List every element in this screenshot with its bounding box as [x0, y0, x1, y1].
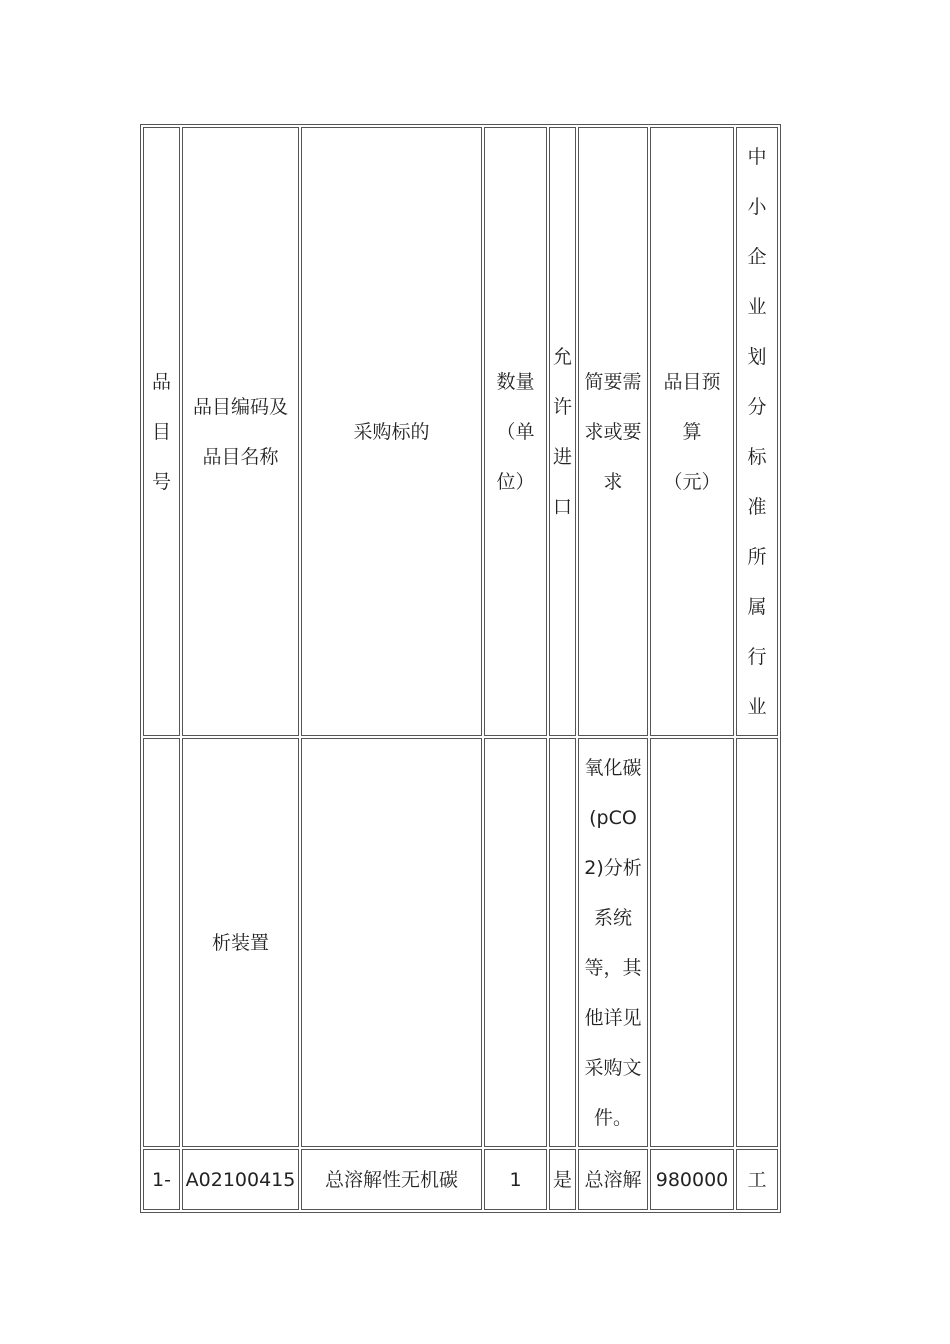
header-allow-import: 允许进口: [549, 127, 576, 736]
header-item-budget: 品目预算（元）: [650, 127, 734, 736]
header-quantity-unit: 数量（单位）: [484, 127, 547, 736]
table-row: [143, 738, 778, 1147]
cell-brief-requirements: 总溶解: [578, 1149, 648, 1210]
header-item-code-name: 品目编码及品目名称: [182, 127, 299, 736]
procurement-item-table: [140, 124, 781, 1213]
table-row: [143, 1149, 778, 1210]
cell-item-no: 1-: [143, 1149, 180, 1210]
cell-sme-industry: [736, 738, 778, 1147]
header-brief-requirements: 简要需求或要求: [578, 127, 648, 736]
header-procurement-subject: 采购标的: [301, 127, 482, 736]
cell-item-code-name: 析装置: [182, 738, 299, 1147]
cell-item-code-name: A02100415: [182, 1149, 299, 1210]
cell-procurement-subject: 总溶解性无机碳: [301, 1149, 482, 1210]
cell-allow-import: 是: [549, 1149, 576, 1210]
cell-quantity-unit: [484, 738, 547, 1147]
cell-item-no: [143, 738, 180, 1147]
header-sme-industry: 中小企业划分标准所属行业: [736, 127, 778, 736]
cell-sme-industry: 工: [736, 1149, 778, 1210]
cell-allow-import: [549, 738, 576, 1147]
cell-item-budget: [650, 738, 734, 1147]
table-header-row: [143, 127, 778, 736]
cell-quantity-unit: 1: [484, 1149, 547, 1210]
cell-brief-requirements: 氧化碳(pCO2)分析系统等，其他详见采购文件。: [578, 738, 648, 1147]
header-item-no: 品目号: [143, 127, 180, 736]
cell-item-budget: 980000: [650, 1149, 734, 1210]
cell-procurement-subject: [301, 738, 482, 1147]
